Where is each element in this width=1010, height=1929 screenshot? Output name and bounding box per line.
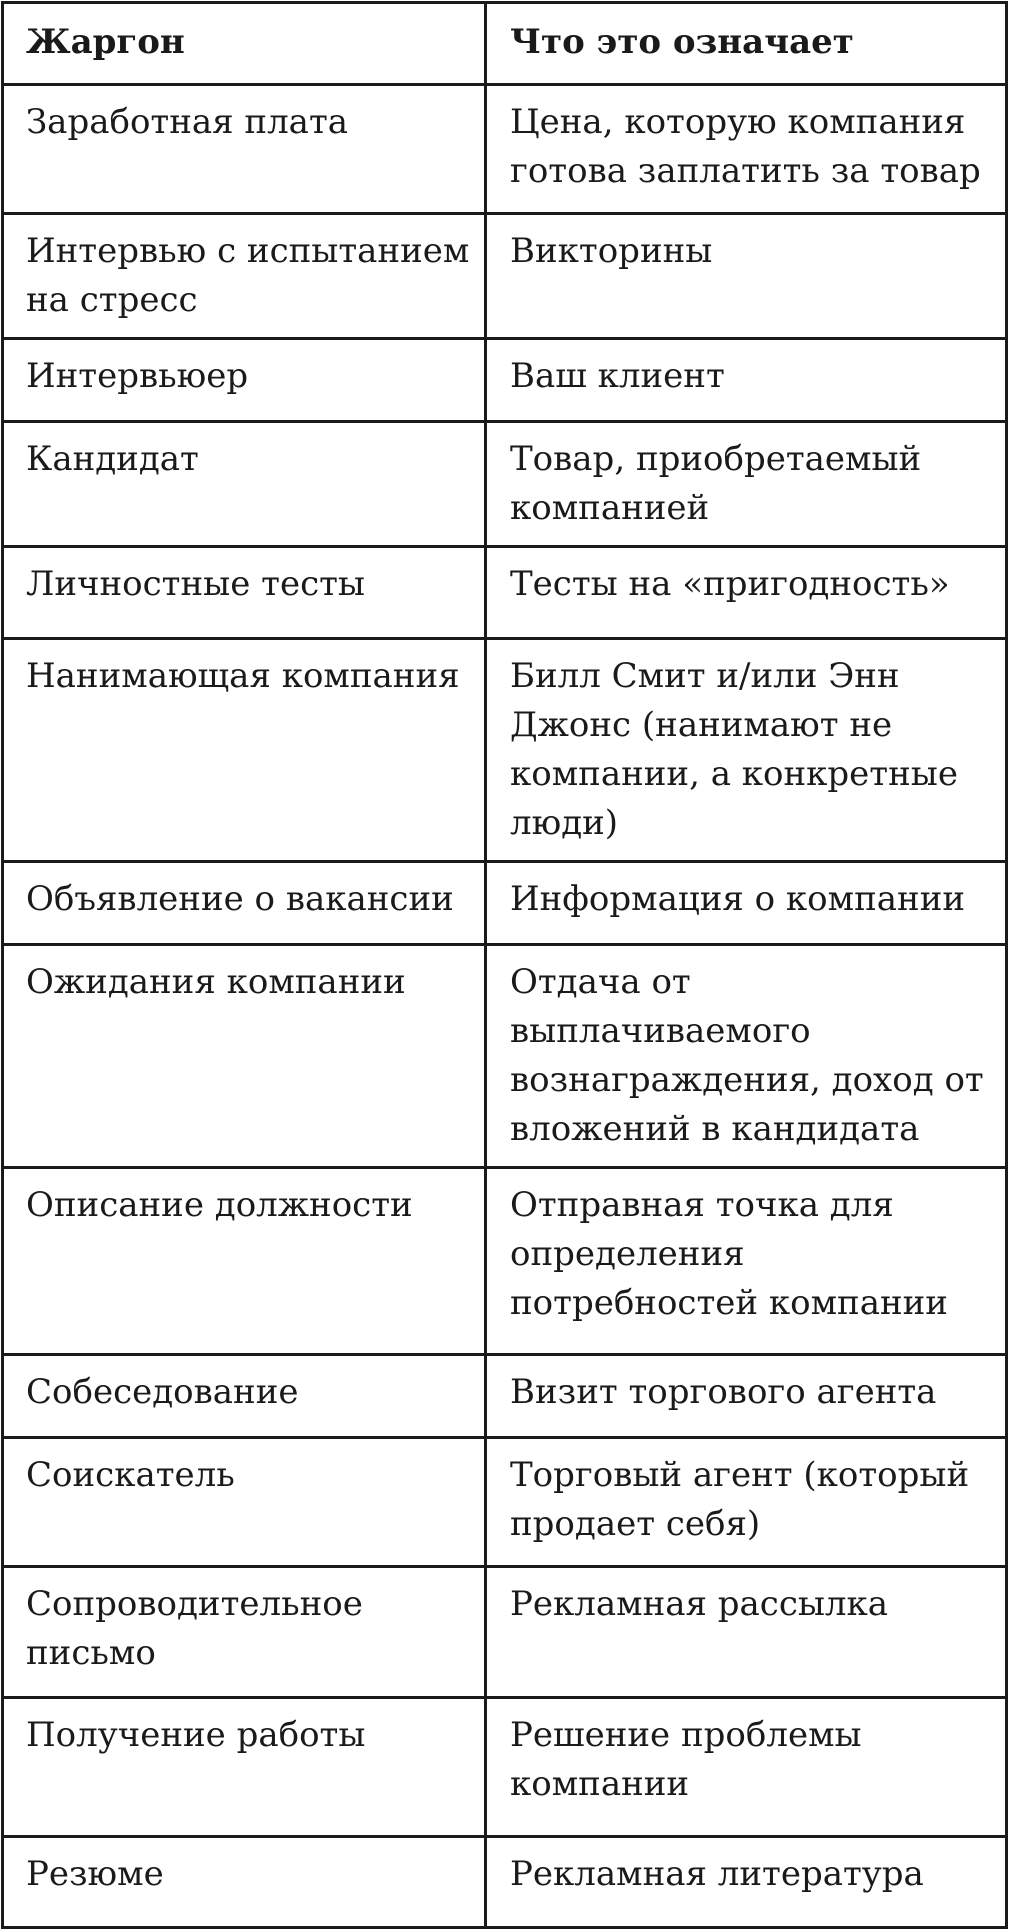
table-row — [3, 862, 1007, 945]
jargon-cell: Описание должности — [3, 1168, 486, 1355]
table-row — [3, 214, 1007, 339]
table-header-row — [3, 3, 1007, 85]
meaning-cell: Викторины — [486, 214, 1007, 339]
jargon-cell: Нанимающая компания — [3, 639, 486, 862]
meaning-cell: Тесты на «пригодность» — [486, 547, 1007, 639]
meaning-cell: Решение проблемы компании — [486, 1698, 1007, 1837]
jargon-table — [1, 1, 1008, 1929]
table-row — [3, 1355, 1007, 1438]
jargon-cell: Резюме — [3, 1837, 486, 1928]
jargon-cell: Соискатель — [3, 1438, 486, 1567]
jargon-cell: Кандидат — [3, 422, 486, 547]
meaning-cell: Рекламная рассылка — [486, 1567, 1007, 1698]
jargon-cell: Интервью с испытанием на стресс — [3, 214, 486, 339]
meaning-cell: Цена, которую компания готова заплатить за товар — [486, 85, 1007, 214]
meaning-cell: Рекламная литература — [486, 1837, 1007, 1928]
meaning-cell: Ваш клиент — [486, 339, 1007, 422]
table-row — [3, 422, 1007, 547]
table-row — [3, 1567, 1007, 1698]
meaning-cell: Информация о компании — [486, 862, 1007, 945]
table-row — [3, 339, 1007, 422]
jargon-cell: Заработная плата — [3, 85, 486, 214]
meaning-cell: Торговый агент (который продает себя) — [486, 1438, 1007, 1567]
jargon-cell: Интервьюер — [3, 339, 486, 422]
table-row — [3, 639, 1007, 862]
header-jargon: Жаргон — [3, 3, 486, 85]
jargon-cell: Ожидания компании — [3, 945, 486, 1168]
jargon-cell: Сопроводительное письмо — [3, 1567, 486, 1698]
header-meaning: Что это означает — [486, 3, 1007, 85]
meaning-cell: Отдача от выплачиваемого вознаграждения, доход от вложений в кандидата — [486, 945, 1007, 1168]
meaning-cell: Билл Смит и/или Энн Джонс (нанимают не компании, а конкретные люди) — [486, 639, 1007, 862]
jargon-cell: Объявление о вакансии — [3, 862, 486, 945]
table-row — [3, 1168, 1007, 1355]
table-row — [3, 85, 1007, 214]
meaning-cell: Товар, приобретаемый компанией — [486, 422, 1007, 547]
meaning-cell: Визит торгового агента — [486, 1355, 1007, 1438]
jargon-cell: Личностные тесты — [3, 547, 486, 639]
table-row — [3, 547, 1007, 639]
table-row — [3, 1837, 1007, 1928]
jargon-cell: Получение работы — [3, 1698, 486, 1837]
table-row — [3, 1438, 1007, 1567]
table-row — [3, 1698, 1007, 1837]
table-row — [3, 945, 1007, 1168]
meaning-cell: Отправная точка для определения потребностей компании — [486, 1168, 1007, 1355]
jargon-cell: Собеседование — [3, 1355, 486, 1438]
